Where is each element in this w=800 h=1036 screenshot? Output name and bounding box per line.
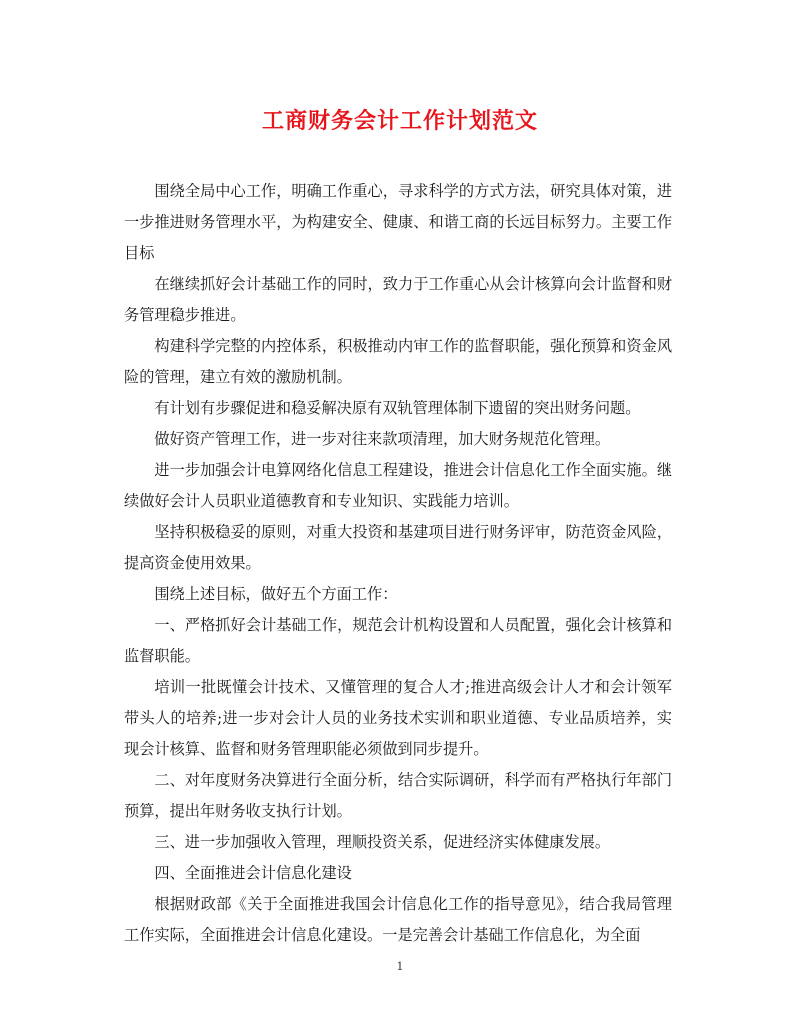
paragraph-goal-6: 坚持积极稳妥的原则，对重大投资和基建项目进行财务评审，防范资金风险，提高资金使用效果。 [124,523,672,572]
paragraph-item-2: 二、对年度财务决算进行全面分析，结合实际调研，科学而有严格执行年部门预算，提出年财务收支执行计划。 [124,771,672,820]
paragraph-training: 培训一批既懂会计技术、又懂管理的复合人才;推进高级会计人才和会计领军带头人的培养;进一步对会计人员的业务技术实训和职业道德、专业品质培养，实现会计核算、监督和财务管理职能必须做到同步提升。 [124,678,672,758]
document-title: 工商财务会计工作计划范文 [261,108,538,134]
paragraph-item-3: 三、进一步加强收入管理，理顺投资关系，促进经济实体健康发展。 [154,833,611,851]
document-body [124,176,672,951]
paragraph-goal-2: 构建科学完整的内控体系，积极推动内审工作的监督职能，强化预算和资金风险的管理，建立有效的激励机制。 [124,337,672,386]
page-number: 1 [396,960,404,973]
paragraph-goal-3: 有计划有步骤促进和稳妥解决原有双轨管理体制下遗留的突出财务问题。 [154,399,641,417]
paragraph-goal-5: 进一步加强会计电算网络化信息工程建设，推进会计信息化工作全面实施。继续做好会计人员职业道德教育和专业知识、实践能力培训。 [124,461,672,510]
paragraph-transition: 围绕上述目标，做好五个方面工作： [154,585,398,603]
paragraph-informatization: 根据财政部《关于全面推进我国会计信息化工作的指导意见》，结合我局管理工作实际，全面推进会计信息化建设。一是完善会计基础工作信息化，为全面 [124,895,672,944]
paragraph-intro: 围绕全局中心工作，明确工作重心，寻求科学的方式方法，研究具体对策，进一步推进财务管理水平，为构建安全、健康、和谐工商的长远目标努力。主要工作目标 [124,182,672,262]
paragraph-goal-1: 在继续抓好会计基础工作的同时，致力于工作重心从会计核算向会计监督和财务管理稳步推进。 [124,275,672,324]
paragraph-item-4: 四、全面推进会计信息化建设 [154,864,352,882]
paragraph-goal-4: 做好资产管理工作，进一步对往来款项清理，加大财务规范化管理。 [154,430,611,448]
paragraph-item-1: 一、严格抓好会计基础工作，规范会计机构设置和人员配置，强化会计核算和监督职能。 [124,616,672,665]
